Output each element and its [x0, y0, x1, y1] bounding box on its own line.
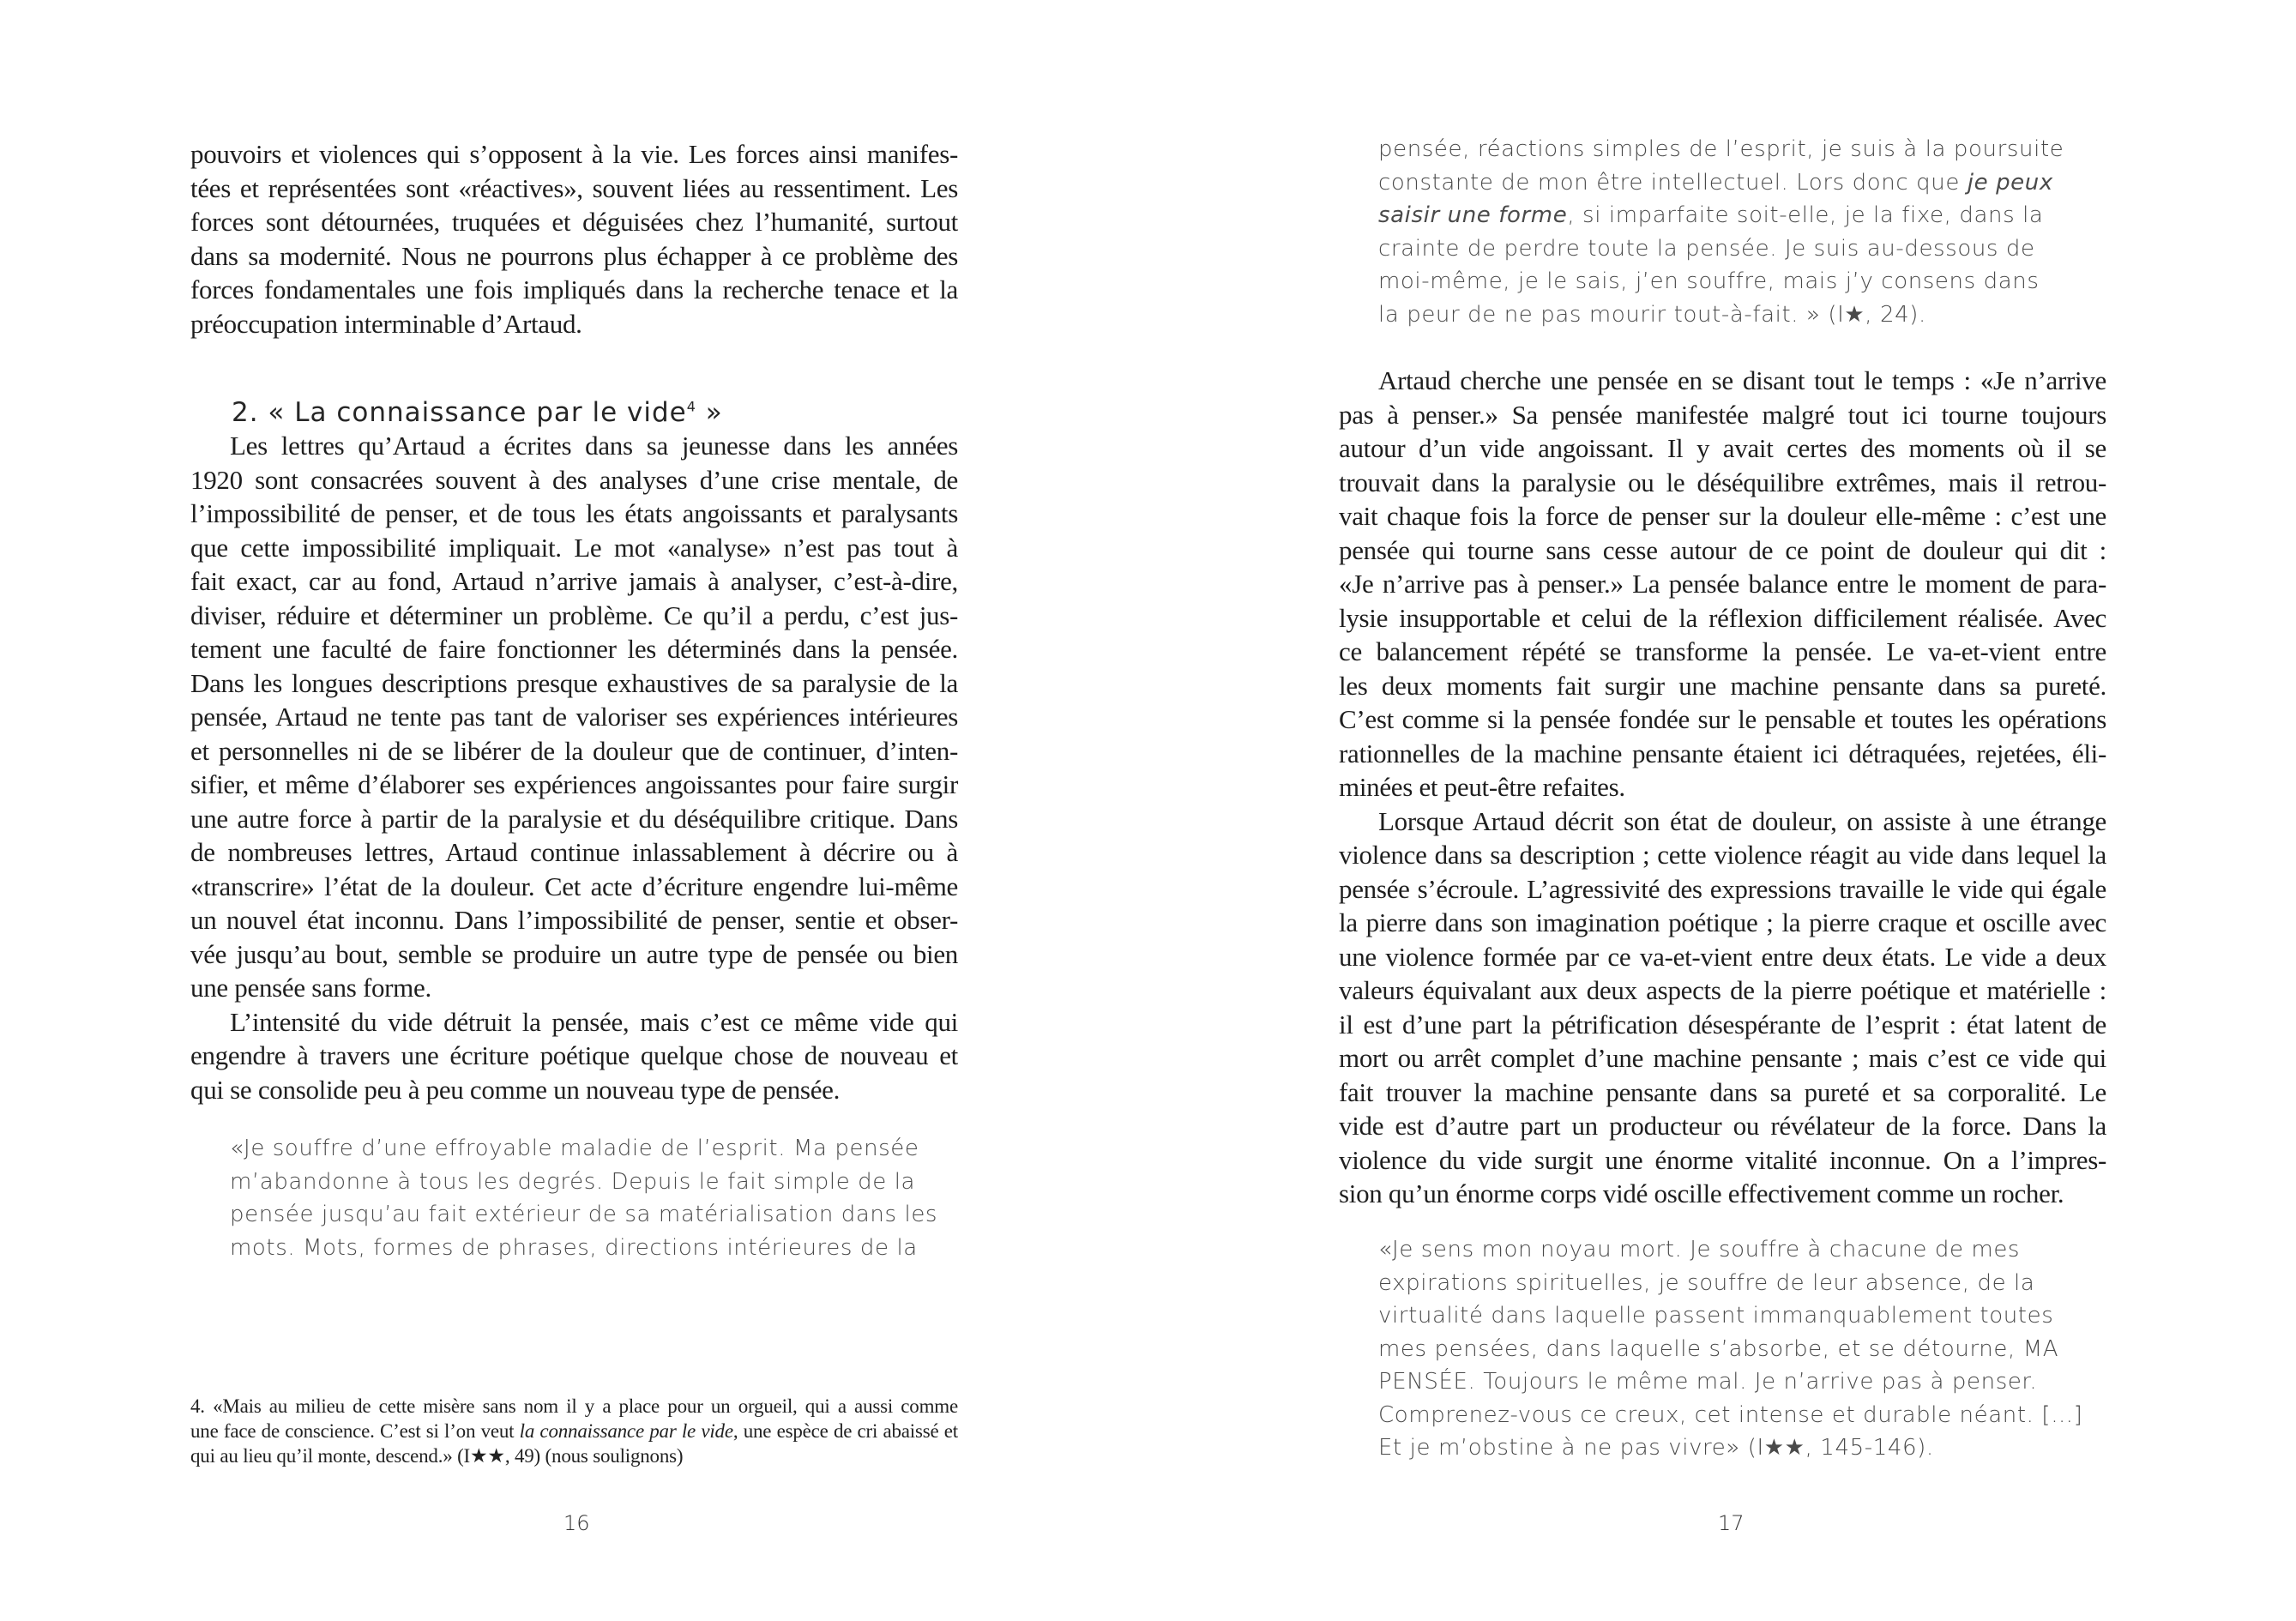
text-line: diviser, réduire et déterminer un problème. Ce qu’il a perdu, c’est jus-	[190, 600, 958, 630]
text-line: valeurs équivalant aux deux aspects de la pierre poétique et matérielle :	[1339, 975, 2106, 1005]
right-page	[1148, 0, 2295, 1621]
block-quote	[230, 1132, 938, 1264]
quote-emphasis: je peux	[1967, 169, 2053, 196]
quote-line: Comprenez-vous ce creux, cet intense et durable néant. […]	[1378, 1401, 2083, 1428]
block-quote-continued	[1378, 133, 2082, 331]
paragraph-1	[190, 429, 958, 1106]
quote-text: constante de mon être intellectuel. Lors donc que	[1378, 169, 1968, 196]
text-line: pensée, Artaud ne tente pas tant de valoriser ses expériences intérieures	[190, 702, 958, 732]
quote-emphasis: saisir une forme	[1378, 202, 1568, 228]
text-line: l’impossibilité de penser, et de tous les états angoissants et paralysants	[190, 498, 958, 528]
quote-line: Et je m’obstine à ne pas vivre» (I★★, 145-146).	[1378, 1435, 1934, 1461]
text-line: une pensée sans forme.	[190, 973, 431, 1003]
text-line: 1920 sont consacrées souvent à des analyses d’une crise mentale, de	[190, 464, 958, 495]
text-line: un nouvel état inconnu. Dans l’impossibilité de penser, sentie et obser-	[190, 905, 958, 935]
text-line: de nombreuses lettres, Artaud continue inlassablement à décrire ou à	[190, 837, 958, 867]
text-line: autour d’un vide angoissant. Il y avait certes des moments où il se	[1339, 433, 2106, 463]
text-line: L’intensité du vide détruit la pensée, mais c’est ce même vide qui	[230, 1006, 958, 1037]
text-line: Dans les longues descriptions presque exhaustives de sa paralysie de la	[190, 667, 958, 698]
text-line: et personnelles ni de se libérer de la douleur que de continuer, d’inten-	[190, 735, 958, 766]
text-line: pouvoirs et violences qui s’opposent à la vie. Les forces ainsi manifes-	[190, 139, 958, 169]
footnote-line	[190, 1419, 958, 1443]
text-line: Les lettres qu’Artaud a écrites dans sa jeunesse dans les années	[230, 431, 958, 461]
text-line: qui se consolide peu à peu comme un nouveau type de pensée.	[190, 1074, 841, 1105]
footnote-line: qui au lieu qu’il monte, descend.» (I★★, 49) (nous soulignons)	[190, 1445, 684, 1467]
text-line: préoccupation interminable d’Artaud.	[190, 308, 582, 339]
footnote-text: , une espèce de cri abaissé et	[732, 1420, 958, 1442]
text-line: «transcrire» l’état de la douleur. Cet acte d’écriture engendre lui-même	[190, 871, 958, 901]
section-heading-text: 2. « La connaissance par le vide	[232, 397, 687, 428]
paragraph-1	[1339, 364, 2106, 1211]
quote-line: m’abandonne à tous les degrés. Depuis le fait simple de la	[230, 1168, 916, 1195]
quote-line	[1378, 199, 2082, 232]
quote-line: expirations spirituelles, je souffre de leur absence, de la	[1378, 1269, 2035, 1296]
quote-text: , si imparfaite soit-elle, je la fixe, dans la	[1567, 202, 2044, 228]
quote-line: moi-même, je le sais, j’en souffre, mais j’y consens dans	[1378, 268, 2040, 294]
quote-line: mes pensées, dans laquelle s’absorbe, et se détourne, MA	[1378, 1335, 2059, 1362]
text-line: la pierre dans son imagination poétique ; la pierre craque et oscille avec	[1339, 907, 2106, 937]
text-line: une violence formée par ce va-et-vient entre deux états. Le vide a deux	[1339, 941, 2106, 972]
text-line: que cette impossibilité impliquait. Le mot «analyse» n’est pas tout à	[190, 532, 958, 563]
text-line: pas à penser.» Sa pensée manifestée malgré tout ici tourne toujours	[1339, 399, 2106, 430]
text-line: C’est comme si la pensée fondée sur le pensable et toutes les opérations	[1339, 704, 2106, 734]
section-heading-closing: »	[696, 397, 723, 428]
section-heading	[232, 397, 723, 428]
text-line: violence dans sa description ; cette violence réagit au vide dans lequel la	[1339, 840, 2106, 870]
text-line: forces fondamentales une fois impliqués dans la recherche tenace et la	[190, 274, 958, 304]
text-line: trouvait dans la paralysie ou le déséquilibre extrêmes, mais il retrou-	[1339, 467, 2106, 497]
text-line: tées et représentées sont «réactives», souvent liées au ressentiment. Les	[190, 172, 958, 203]
text-line: mort ou arrêt complet d’une machine pensante ; mais c’est ce vide qui	[1339, 1043, 2106, 1073]
quote-line: pensée, réactions simples de l’esprit, je suis à la poursuite	[1378, 136, 2064, 162]
quote-line: PENSÉE. Toujours le même mal. Je n’arrive pas à penser.	[1378, 1369, 2038, 1395]
text-line: forces sont détournées, truquées et déguisées chez l’humanité, surtout	[190, 207, 958, 237]
text-line: violence du vide surgit une énorme vitalité inconnue. On a l’impres-	[1339, 1144, 2106, 1175]
text-line: engendre à travers une écriture poétique quelque chose de nouveau et	[190, 1040, 958, 1070]
text-line: une autre force à partir de la paralysie et du déséquilibre critique. Dans	[190, 803, 958, 834]
text-line: vait chaque fois la force de penser sur la douleur elle-même : c’est une	[1339, 501, 2106, 531]
text-line: il est d’une part la pétrification désespérante de l’esprit : état latent de	[1339, 1009, 2106, 1039]
text-line: fait trouver la machine pensante dans sa pureté et sa corporalité. Le	[1339, 1076, 2106, 1107]
text-line: ce balancement répété se transforme la pensée. Le va-et-vient entre	[1339, 636, 2106, 666]
footnote-emphasis: la connaissance par le vide	[519, 1420, 733, 1442]
footnote-line: 4. «Mais au milieu de cette misère sans nom il y a place pour un orgueil, qui a aussi comme	[190, 1395, 958, 1417]
text-line: «Je n’arrive pas à penser.» La pensée balance entre le moment de para-	[1339, 569, 2106, 599]
text-line: dans sa modernité. Nous ne pourrons plus échapper à ce problème des	[190, 240, 958, 271]
quote-line	[1378, 166, 2082, 200]
text-line: Lorsque Artaud décrit son état de douleur, on assiste à une étrange	[1378, 805, 2106, 836]
text-line: pensée s’écroule. L’agressivité des expressions travaille le vide qui égale	[1339, 873, 2106, 904]
text-line: rationnelles de la machine pensante étaient ici détraquées, rejetées, éli-	[1339, 738, 2106, 768]
quote-line: la peur de ne pas mourir tout-à-fait. » (I★, 24).	[1378, 301, 1926, 328]
page-number: 16	[563, 1511, 590, 1535]
text-line: les deux moments fait surgir une machine pensante dans sa pureté.	[1339, 670, 2106, 701]
page-number: 17	[1718, 1511, 1745, 1535]
text-line: vée jusqu’au bout, semble se produire un autre type de pensée ou bien	[190, 938, 958, 969]
block-quote	[1378, 1233, 2082, 1465]
quote-line: «Je sens mon noyau mort. Je souffre à chacune de mes	[1378, 1237, 2021, 1262]
intro-paragraph	[190, 137, 958, 340]
text-line: minées et peut-être refaites.	[1339, 772, 1625, 802]
text-line: fait exact, car au fond, Artaud n’arrive jamais à analyser, c’est-à-dire,	[190, 566, 958, 596]
text-line: lysie insupportable et celui de la réflexion difficilement réalisée. Avec	[1339, 602, 2106, 633]
quote-line: pensée jusqu’au fait extérieur de sa matérialisation dans les	[230, 1202, 938, 1227]
footnote-reference[interactable]: 4	[686, 398, 696, 415]
text-line: tement une faculté de faire fonctionner les déterminés dans la pensée.	[190, 634, 958, 664]
text-line: sifier, et même d’élaborer ses expériences angoissantes pour faire surgir	[190, 769, 958, 799]
quote-line: «Je souffre d’une effroyable maladie de l’esprit. Ma pensée	[230, 1136, 919, 1161]
text-line: pensée qui tourne sans cesse autour de ce point de douleur qui dit :	[1339, 534, 2106, 565]
quote-line: virtualité dans laquelle passent immanquablement toutes	[1378, 1303, 2054, 1329]
footnote	[190, 1394, 958, 1468]
quote-line: mots. Mots, formes de phrases, directions intérieures de la	[230, 1234, 918, 1261]
text-line: vide est d’autre part un producteur ou révélateur de la force. Dans la	[1339, 1111, 2106, 1141]
text-line: sion qu’un énorme corps vidé oscille effectivement comme un rocher.	[1339, 1178, 2064, 1208]
text-line: Artaud cherche une pensée en se disant tout le temps : «Je n’arrive	[1378, 365, 2106, 395]
quote-line: crainte de perdre toute la pensée. Je suis au-dessous de	[1378, 235, 2035, 262]
footnote-text: une face de conscience. C’est si l’on veut	[190, 1420, 520, 1442]
